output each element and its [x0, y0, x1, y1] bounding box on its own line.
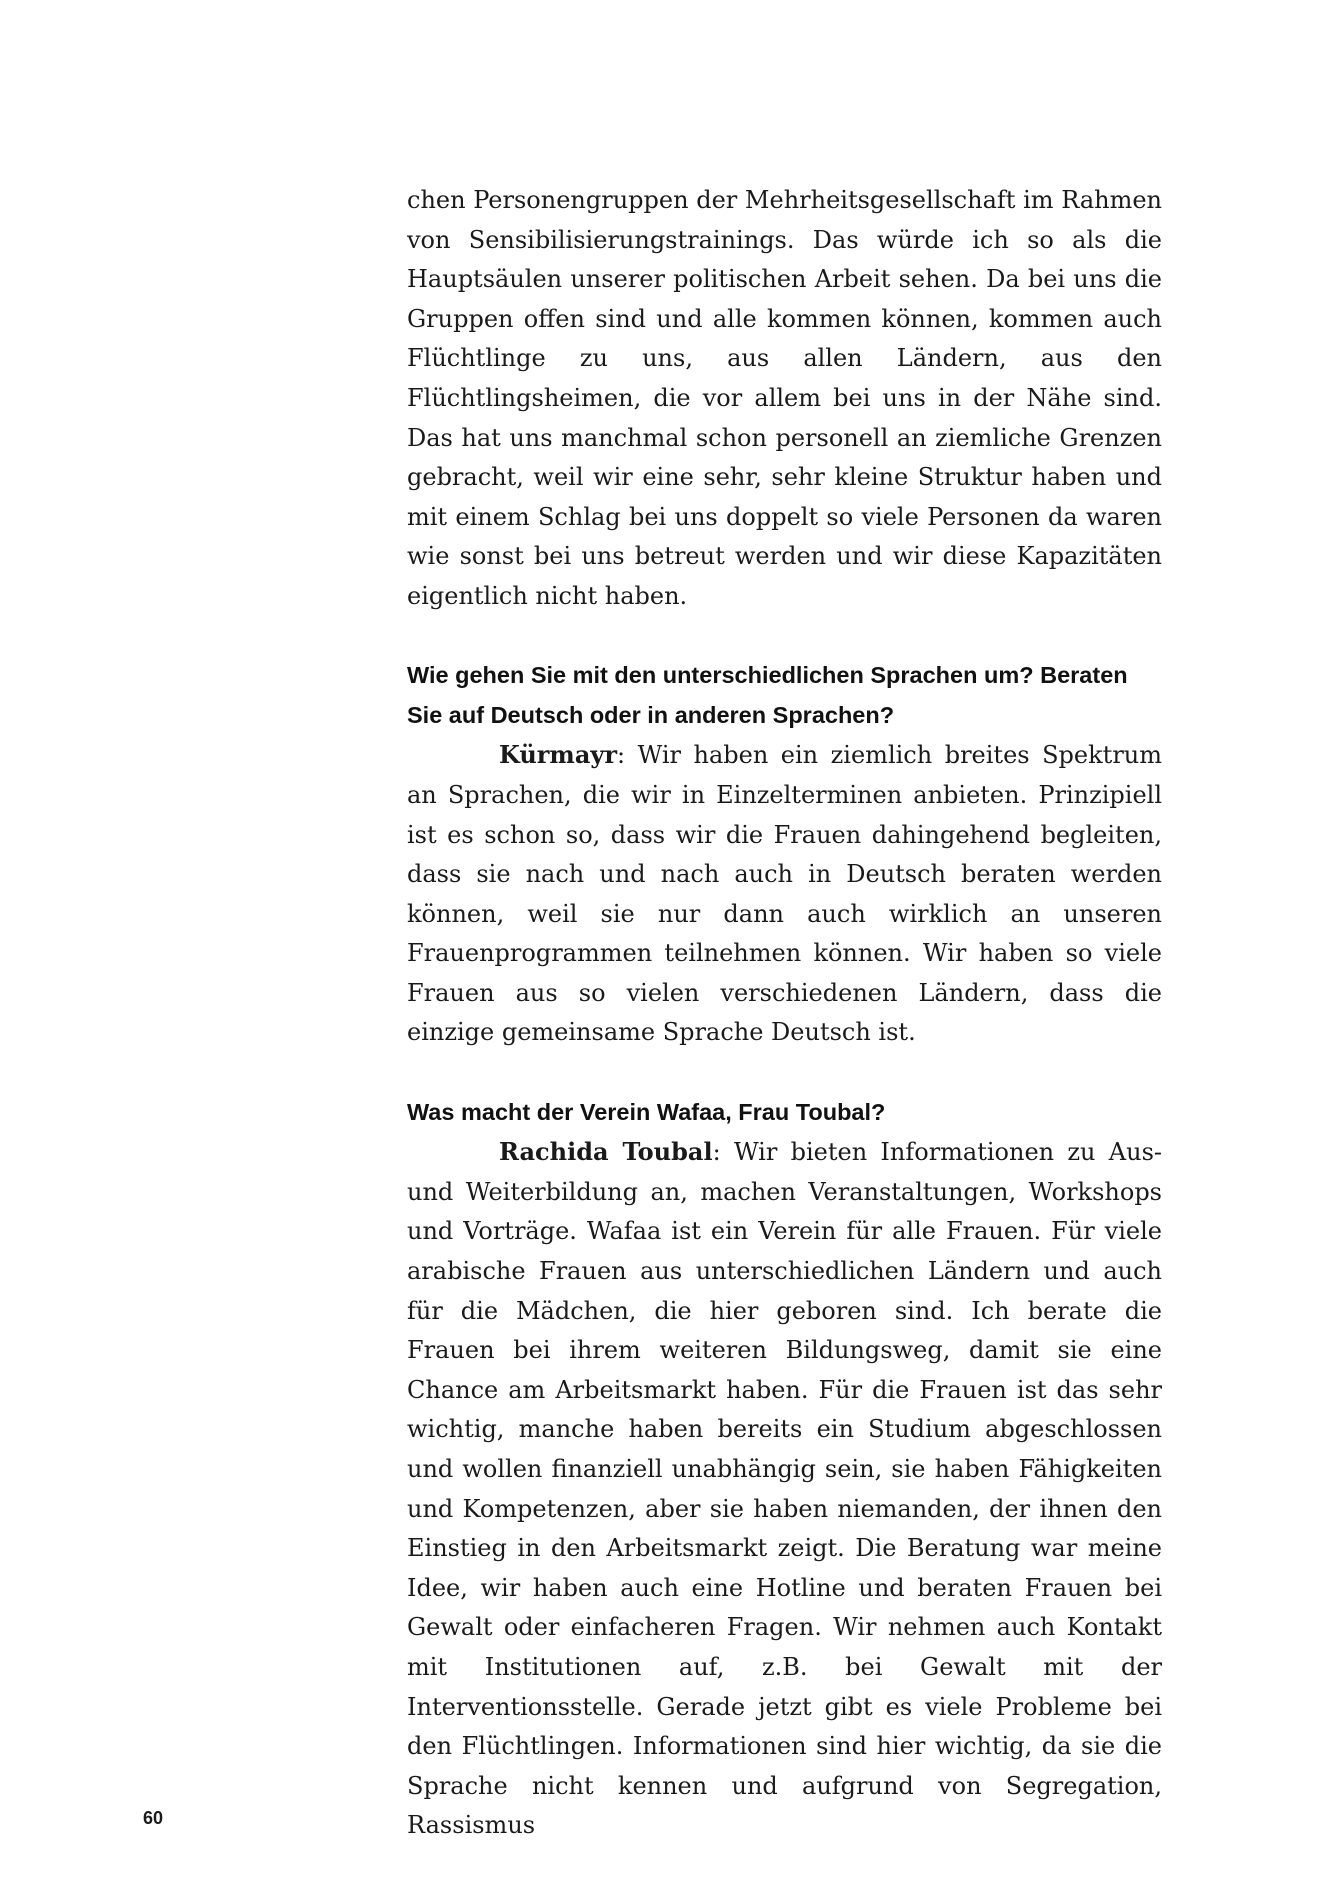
speaker-name: Rachida Toubal — [499, 1137, 713, 1167]
section-spacer — [407, 1053, 1162, 1093]
main-text-column — [407, 181, 1162, 1846]
answer-paragraph-toubal — [407, 1132, 1162, 1846]
intro-paragraph: chen Personengruppen der Mehrheitsgesellschaft im Rahmen von Sensibilisierungstrainings. Das würde ich so als die Hauptsäulen unserer politischen Arbeit sehen. Da bei uns die Gruppen offen sind und alle kommen können, kommen auch Flüchtlinge zu uns, aus allen Ländern, aus den Flüchtlingsheimen, die vor allem bei uns in der Nähe sind. Das hat uns manchmal schon personell an ziemliche Grenzen gebracht, weil wir eine sehr, sehr kleine Struktur haben und mit einem Schlag bei uns doppelt so viele Personen da waren wie sonst bei uns betreut werden und wir diese Kapazitäten eigentlich nicht haben. — [407, 186, 1162, 610]
answer-paragraph-kuermayr — [407, 735, 1162, 1053]
speaker-name: Kürmayr — [499, 740, 617, 770]
question-heading-wafaa: Was macht der Verein Wafaa, Frau Toubal? — [407, 1098, 886, 1125]
answer-text: : Wir bieten Informationen zu Aus- und Weiterbildung an, machen Veranstaltungen, Workshops und Vorträge. Wafaa ist ein Verein für alle Frauen. Für viele arabische Frauen aus unterschiedlichen Ländern und auch für die Mädchen, die hier geboren sind. Ich berate die Frauen bei ihrem weiteren Bildungsweg, damit sie eine Chance am Arbeitsmarkt haben. Für die Frauen ist das sehr wichtig, manche haben bereits ein Studium abgeschlossen und wollen finanziell unabhängig sein, sie haben Fähigkeiten und Kompetenzen, aber sie haben niemanden, der ihnen den Einstieg in den Arbeitsmarkt zeigt. Die Beratung war meine Idee, wir haben auch eine Hotline und beraten Frauen bei Gewalt oder einfacheren Fragen. Wir nehmen auch Kontakt mit Institutionen auf, z.B. bei Gewalt mit der Interventionsstelle. Gerade jetzt gibt es viele Probleme bei den Flüchtlingen. Informationen sind hier wichtig, da sie die Sprache nicht kennen und aufgrund von Segregation, Rassismus — [407, 1138, 1162, 1840]
answer-text: : Wir haben ein ziemlich breites Spektrum an Sprachen, die wir in Einzelterminen anbieten. Prinzipiell ist es schon so, dass wir die Frauen dahingehend begleiten, dass sie nach und nach auch in Deutsch beraten werden können, weil sie nur dann auch wirklich an unseren Frauenprogrammen teilnehmen können. Wir haben so viele Frauen aus so vielen verschiedenen Ländern, dass die einzige gemeinsame Sprache Deutsch ist. — [407, 741, 1162, 1047]
section-spacer — [407, 617, 1162, 657]
question-heading-languages: Wie gehen Sie mit den unterschiedlichen Sprachen um? Beraten Sie auf Deutsch oder in anderen Sprachen? — [407, 662, 1128, 728]
page-number: 60 — [143, 1808, 164, 1828]
